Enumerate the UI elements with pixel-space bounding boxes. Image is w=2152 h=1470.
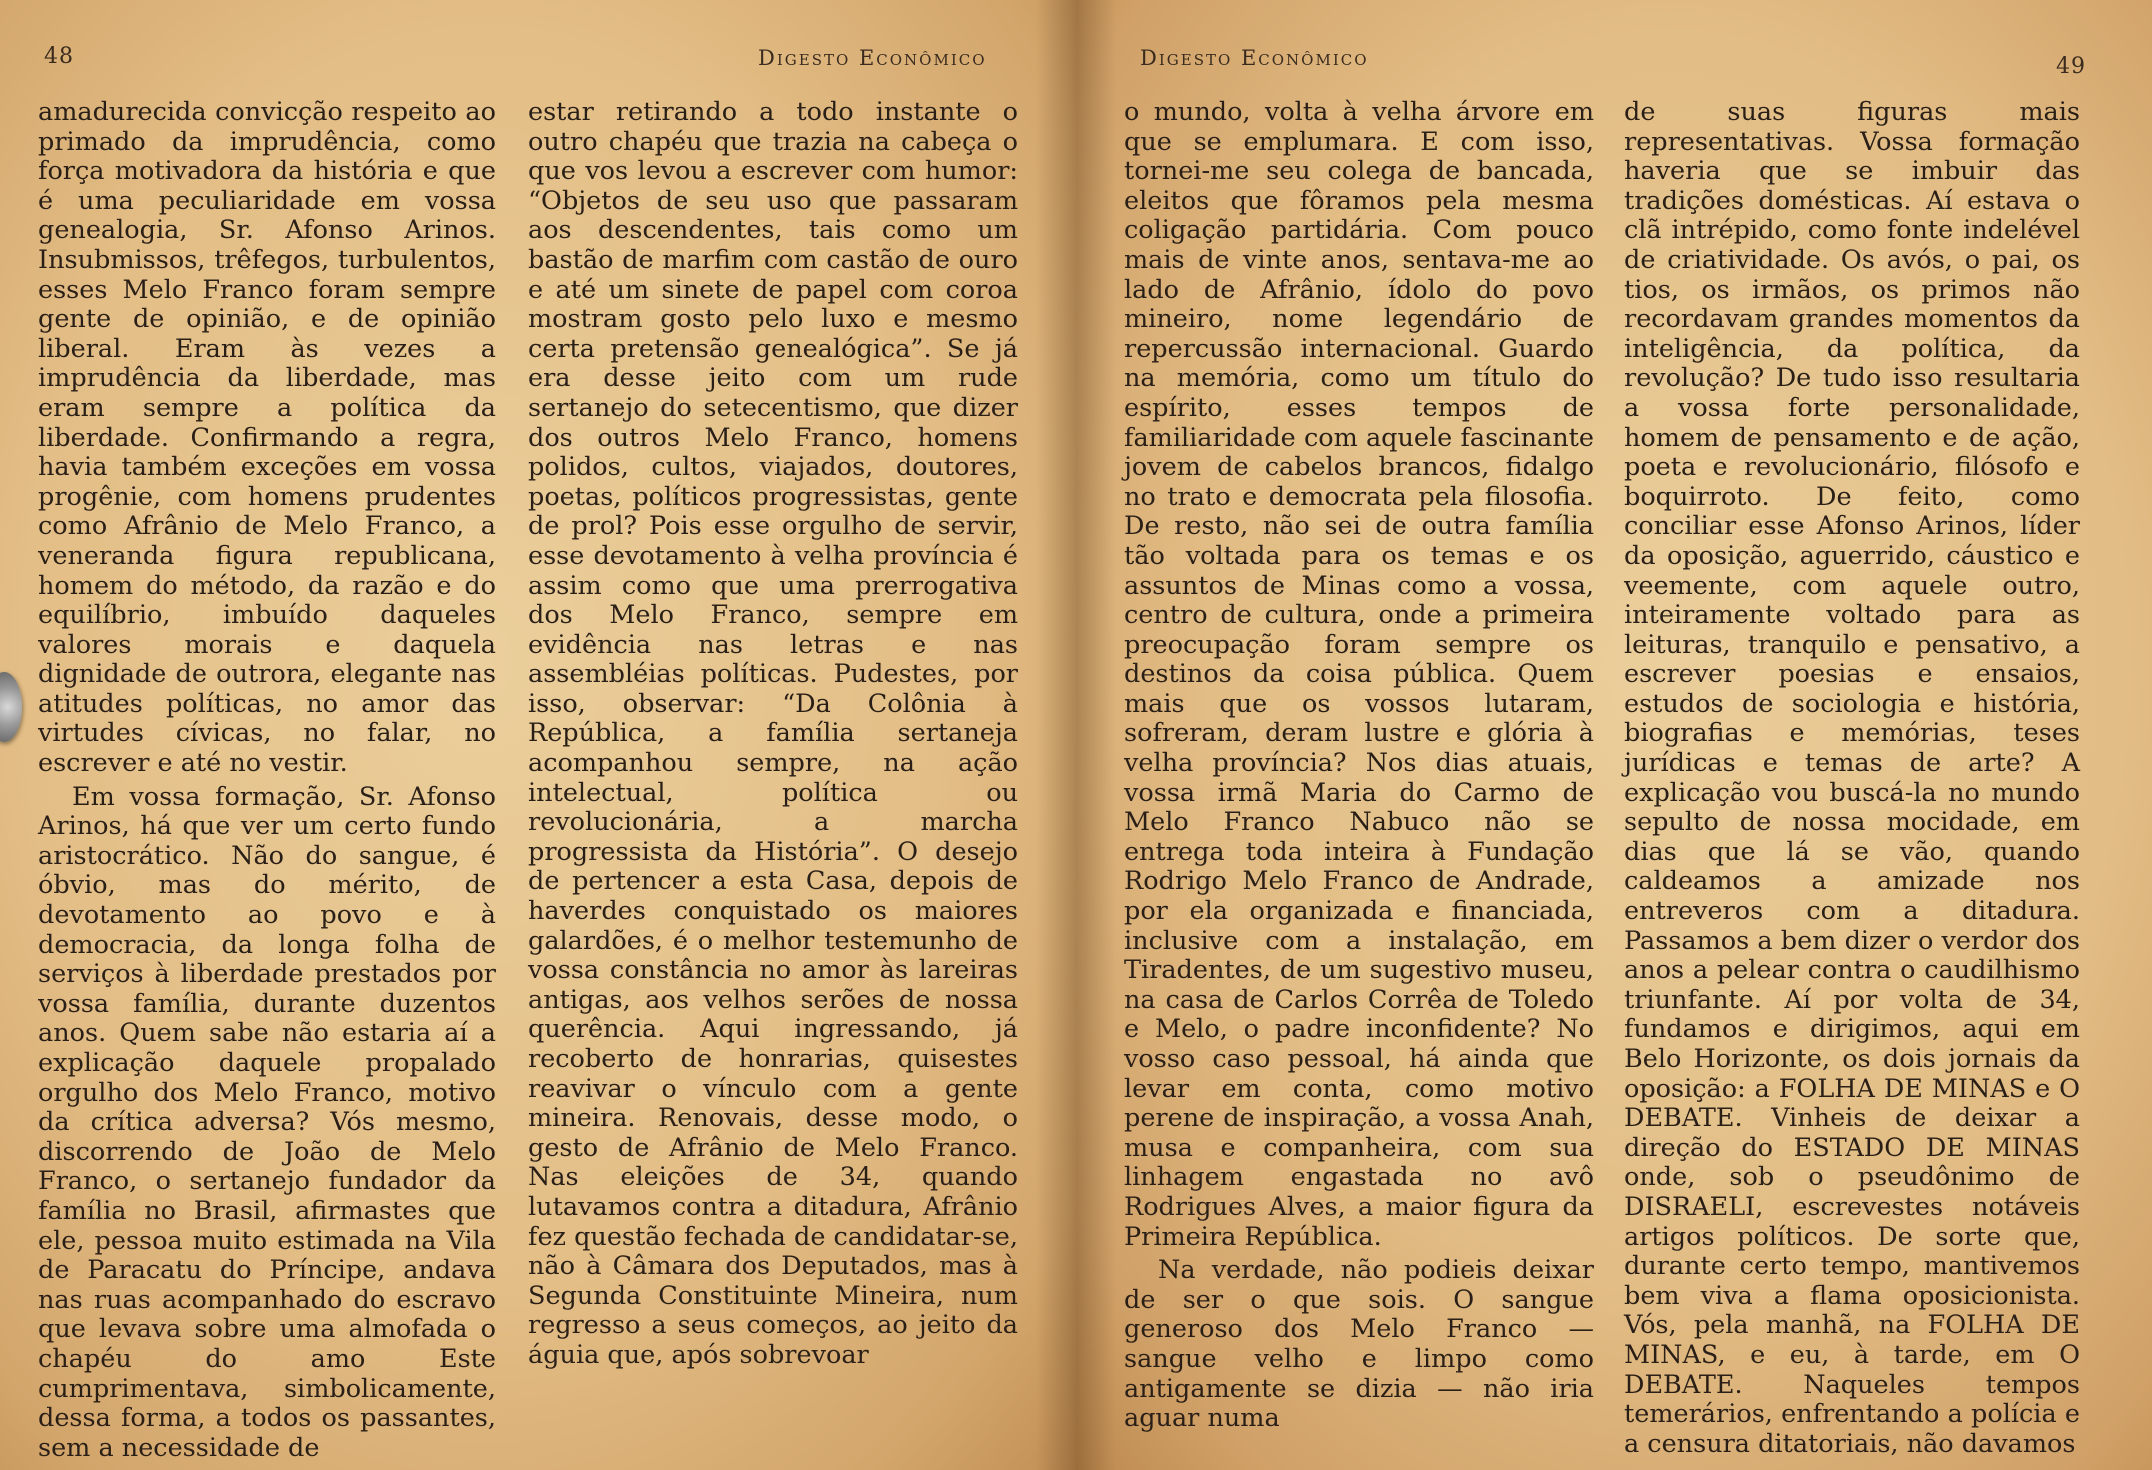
gutter-shadow (1076, 0, 1116, 1470)
paper-clip (0, 672, 22, 742)
left-column-1 (38, 98, 496, 1463)
paragraph: Na verdade, não podieis deixar de ser o que sois. O sangue generoso dos Melo Franco — sangue velho e limpo como antigamente se dizia — não iria aguar numa (1124, 1255, 1594, 1434)
left-column-2 (528, 98, 1018, 1371)
paragraph: o mundo, volta à velha árvore em que se emplumara. E com isso, tornei-me seu colega de bancada, eleitos que fôramos pela mesma coligação partidária. Com pouco mais de vinte anos, sentava-me ao lado de Afrânio, ídolo do povo mineiro, nome legendário de repercussão internacional. Guardo na memória, como um título do espírito, esses tempos de familiaridade com aquele fascinante jovem de cabelos brancos, fidalgo no trato e democrata pela filosofia. De resto, não sei de outra família tão voltada para os temas e os assuntos de Minas como a vossa, centro de cultura, onde a primeira preocupação foram sempre os destinos da coisa pública. Quem mais que os vossos lutaram, sofreram, deram lustre e glória à velha província? Nos dias atuais, vossa irmã Maria do Carmo de Melo Franco Nabuco não se entrega toda inteira à Fundação Rodrigo Melo Franco de Andrade, por ela organizada e financiada, inclusive com a instalação, em Tiradentes, de um sugestivo museu, na casa de Carlos Corrêa de Toledo e Melo, o padre inconfidente? No vosso caso pessoal, há ainda que levar em conta, como motivo perene de inspiração, a vossa Anah, musa e companheira, com sua linhagem engastada no avô Rodrigues Alves, a maior figura da Primeira República. (1124, 97, 1594, 1252)
running-head-left: Digesto Econômico (758, 46, 987, 70)
running-head-right: Digesto Econômico (1140, 46, 1369, 70)
paragraph: estar retirando a todo instante o outro chapéu que trazia na cabeça o que vos levou a escrever com humor: “Objetos de seu uso que passaram aos descendentes, tais como um bastão de marfim com castão de ouro e até um sinete de papel com coroa mostram gosto pelo luxo e mesmo certa pretensão genealógica”. Se já era desse jeito com um rude sertanejo do setecentismo, que dizer dos outros Melo Franco, homens polidos, cultos, viajados, doutores, poetas, políticos progressistas, gente de prol? Pois esse orgulho de servir, esse devotamento à velha província é assim como que uma prerrogativa dos Melo Franco, sempre em evidência nas letras e nas assembléias políticas. Pudestes, por isso, observar: “Da Colônia à República, a família sertaneja acompanhou sempre, na ação intelectual, política ou revolucionária, a marcha progressista da História”. O desejo de pertencer a esta Casa, depois de haverdes conquistado os maiores galardões, é o melhor testemunho de vossa constância no amor às lareiras antigas, aos velhos serões de nossa querência. Aqui ingressando, já recoberto de honrarias, quisestes reavivar o vínculo com a gente mineira. Renovais, desse modo, o gesto de Afrânio de Melo Franco. Nas eleições de 34, quando lutavamos contra a ditadura, Afrânio fez questão fechada de candidatar-se, não à Câmara dos Deputados, mas à Segunda Constituinte Mineira, num regresso a seus começos, ao jeito da águia que, após sobrevoar (528, 97, 1018, 1370)
gutter-shadow (1036, 0, 1076, 1470)
right-column-2 (1624, 98, 2080, 1459)
page-number-left: 48 (44, 44, 74, 69)
paragraph: Em vossa formação, Sr. Afonso Arinos, há que ver um certo fundo aristocrático. Não do sangue, é óbvio, mas do mérito, de devotamento ao povo e à democracia, da longa folha de serviços à liberdade prestados por vossa família, durante duzentos anos. Quem sabe não estaria aí a explicação daquele propalado orgulho dos Melo Franco, motivo da crítica adversa? Vós mesmo, discorrendo de João de Melo Franco, o sertanejo fundador da família no Brasil, afirmastes que ele, pessoa muito estimada na Vila de Paracatu do Príncipe, andava nas ruas acompanhado do escravo que levava sobre uma almofada o chapéu do amo Este cumprimentava, simbolicamente, dessa forma, a todos os passantes, sem a necessidade de (38, 781, 496, 1463)
paragraph: amadurecida convicção respeito ao primado da imprudência, como força motivadora da história e que é uma peculiaridade em vossa genealogia, Sr. Afonso Arinos. Insubmissos, trêfegos, turbulentos, esses Melo Franco foram sempre gente de opinião, e de opinião liberal. Eram às vezes a imprudência da liberdade, mas eram sempre a política da liberdade. Confirmando a regra, havia também exceções em vossa progênie, com homens prudentes como Afrânio de Melo Franco, a veneranda figura republicana, homem do método, da razão e do equilíbrio, imbuído daqueles valores morais e daquela dignidade de outrora, elegante nas atitudes políticas, no amor das virtudes cívicas, no falar, no escrever e até no vestir. (38, 97, 496, 779)
right-column-1 (1124, 98, 1594, 1434)
paragraph: de suas figuras mais representativas. Vossa formação haveria que se imbuir das tradições domésticas. Aí estava o clã intrépido, como fonte indelével de criatividade. Os avós, o pai, os tios, os irmãos, os primos não recordavam grandes momentos da inteligência, da política, da revolução? De tudo isso resultaria a vossa forte personalidade, homem de pensamento e de ação, poeta e revolucionário, filósofo e boquirroto. De feito, como conciliar esse Afonso Arinos, líder da oposição, aguerrido, cáustico e veemente, com aquele outro, inteiramente voltado para as leituras, tranquilo e pensativo, a escrever poesias e ensaios, estudos de sociologia e história, biografias e memórias, teses jurídicas e temas de arte? A explicação vou buscá-la no mundo sepulto de nossa mocidade, em dias que lá se vão, quando caldeamos a amizade nos entreveros com a ditadura. Passamos a bem dizer o verdor dos anos a pelear contra o caudilhismo triunfante. Aí por volta de 34, fundamos e dirigimos, aqui em Belo Horizonte, os dois jornais da oposição: a FOLHA DE MINAS e O DEBATE. Vinheis de deixar a direção do ESTADO DE MINAS onde, sob o pseudônimo de DISRAELI, escrevestes notáveis artigos políticos. De sorte que, durante certo tempo, mantivemos bem viva a flama oposicionista. Vós, pela manhã, na FOLHA DE MINAS, e eu, à tarde, em O DEBATE. Naqueles tempos temerários, enfrentando a polícia e a censura ditatoriais, não davamos (1624, 97, 2080, 1459)
page-number-right: 49 (2056, 54, 2086, 79)
